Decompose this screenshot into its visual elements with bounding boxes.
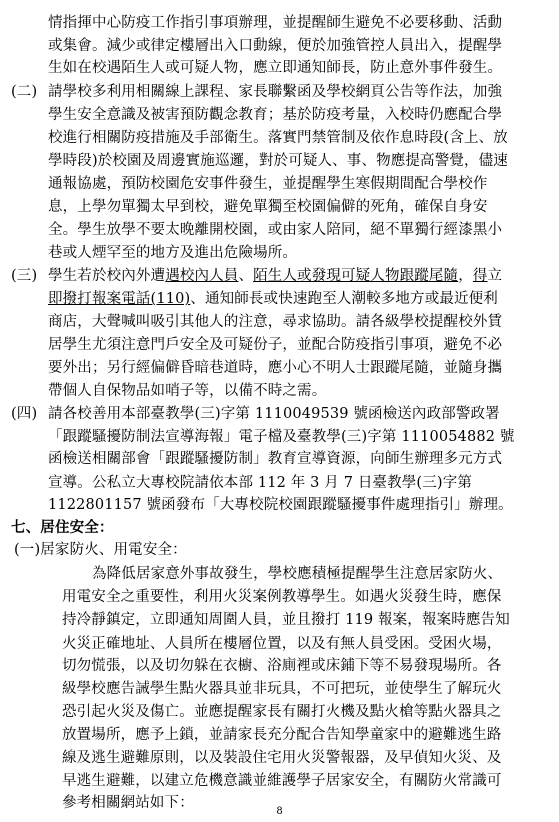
text-line (48, 267, 538, 285)
page-number: 8 (276, 806, 283, 817)
text-line: 級學校應告誡學生點火器具並非玩具，不可把玩，並使學生了解玩火 (62, 681, 502, 697)
text-line: 1122801157 號函發布「大專校院校園跟蹤騷擾事件處理指引」辦理。 (48, 497, 513, 513)
section-heading: 七、居住安全： (11, 519, 114, 536)
text-line: 通報協處，預防校園危安事件發生，並提醒學生寒假期間配合學校作 (48, 176, 488, 192)
text-span: 、 (238, 268, 254, 284)
text-line: 「跟蹤騷擾防制法宣導海報」電子檔及臺教學(三)字第 1110054882 號 (48, 429, 515, 445)
list-marker: (三) (11, 268, 38, 284)
text-line: 學生安全意識及被害預防觀念教育；基於防疫考量，入校時仍應配合學 (48, 107, 503, 123)
text-span: 學生若於校內外遭 (48, 268, 166, 284)
text-line: 線及逃生避難原則，以及裝設住宅用火災警報器，及早偵知火災、及 (62, 750, 502, 766)
text-line: 宣導。公私立大專校院請依本部 112 年 3 月 7 日臺教學(三)字第 (48, 475, 472, 491)
text-line: 切勿慌張，以及切勿躲在衣櫥、浴廁裡或床鋪下等不易發現場所。各 (62, 658, 502, 674)
text-line: 火災正確地址、人員所在樓層位置，以及有無人員受困。受困火場， (62, 636, 502, 652)
text-line: 請學校多利用相關線上課程、家長聯繫函及學校網頁公告等作法，加強 (48, 84, 503, 100)
text-line: 帶個人自保物品如哨子等，以備不時之需。 (48, 383, 327, 399)
subsection-heading: (一)居家防火、用電安全： (14, 542, 187, 558)
text-line: 商店，大聲喊叫吸引其他人的注意，尋求協助。請各級學校提醒校外賃 (48, 314, 503, 330)
text-line: 生如在校遇陌生人或可疑人物，應立即通知師長，防止意外事件發生。 (48, 60, 503, 76)
text-line: 為降低居家意外事故發生，學校應積極提醒學生注意居家防火、 (92, 566, 503, 582)
underlined-text: 陌生人或發現可疑人物跟蹤尾隨 (253, 268, 459, 284)
text-line: 或集會。減少或律定樓層出入口動線，便於加強管控人員出入，提醒學 (48, 38, 503, 54)
text-span: ， (458, 268, 473, 284)
text-line: 息，上學勿單獨太早到校，避免單獨至校園偏僻的死角，確保自身安 (48, 199, 488, 215)
text-span: 立 (487, 268, 503, 284)
text-line: 要外出；另行經偏僻昏暗巷道時，應小心不明人士跟蹤尾隨，並隨身攜 (48, 360, 503, 376)
text-line: 恐引起火災及傷亡。並應提醒家長有關打火機及點火槍等點火器具之 (62, 704, 502, 720)
text-line: 早逃生避難，以建立危機意識並維護學子居家安全，有關防火常識可 (62, 773, 502, 789)
text-line: 持冷靜鎮定，立即通知周圍人員，並且撥打 119 報案，報案時應告知 (62, 612, 510, 628)
text-line: 巷或人煙罕至的地方及進出危險場所。 (48, 245, 298, 261)
text-line: 函檢送相關部會「跟蹤騷擾防制」教育宣導資源，向師生辦理多元方式 (48, 451, 503, 467)
text-line: 學時段)於校園及周邊實施巡邏，對於可疑人、事、物應提高警覺，儘速 (48, 153, 508, 169)
text-line: 居學生尤須注意門戶安全及可疑份子，並配合防疫指引事項，避免不必 (48, 337, 503, 353)
underlined-text: 得 (472, 268, 488, 284)
text-line: 情指揮中心防疫工作指引事項辦理，並提醒師生避免不必要移動、活動 (48, 15, 503, 31)
text-line: 放置場所，應予上鎖，並請家長充分配合告知學童家中的避難逃生路 (62, 727, 502, 743)
text-line: 校進行相關防疫措施及手部衛生。落實門禁管制及依作息時段(含上、放 (48, 130, 508, 146)
underlined-text: 遇校內人員 (165, 268, 239, 284)
text-line: 請各校善用本部臺教學(三)字第 1110049539 號函檢送內政部警政署 (48, 406, 500, 422)
underlined-text: 即撥打報案電話(110) (48, 291, 191, 307)
text-line: 全。學生放學不要太晚離開校園，或由家人陪同，絕不單獨行經漆黑小 (48, 222, 503, 238)
text-line: 參考相關網站如下： (62, 795, 194, 811)
list-marker: (四) (11, 406, 38, 422)
list-marker: (二) (11, 84, 38, 100)
text-line: 用電安全之重要性，利用火災案例教導學生。如遇火災發生時，應保 (62, 589, 502, 605)
text-span: 、通知師長或快速跑至人潮較多地方或最近便利 (190, 291, 498, 307)
text-line (48, 290, 538, 308)
